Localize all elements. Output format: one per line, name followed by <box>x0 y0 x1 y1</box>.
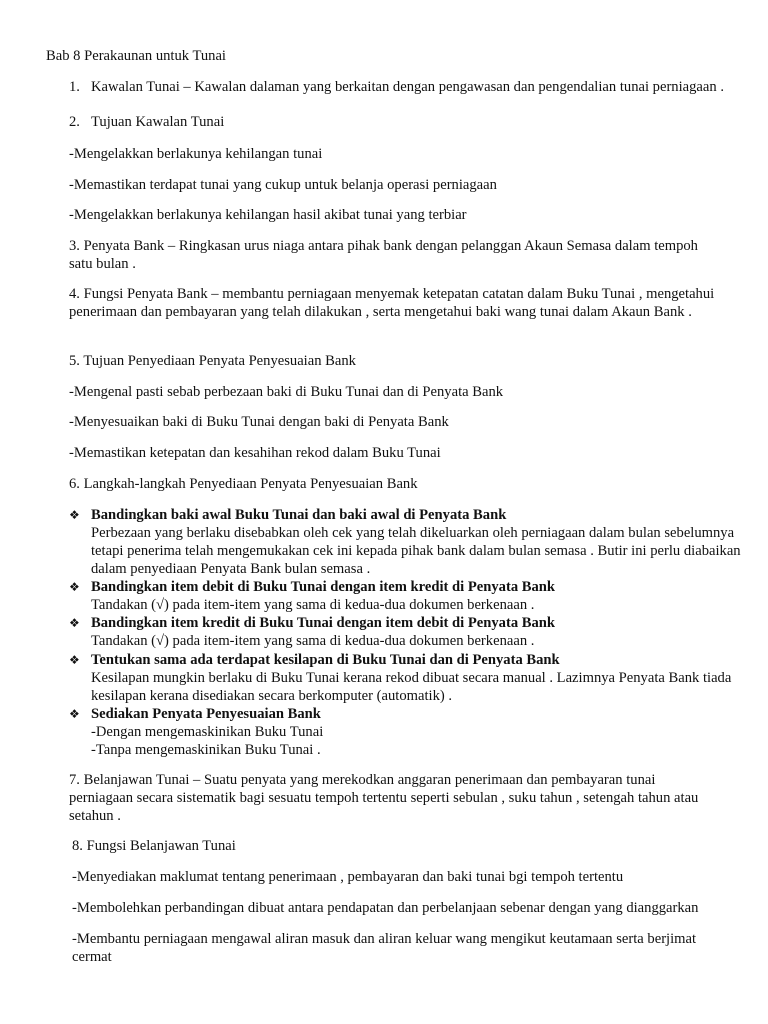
document-title: Bab 8 Perakaunan untuk Tunai <box>46 48 226 64</box>
bullet-item-4 <box>69 651 751 705</box>
bullet-line: -Tanpa mengemaskinikan Buku Tunai . <box>91 742 321 758</box>
bullet-item-1 <box>69 506 751 578</box>
bullet-line: -Dengan mengemaskinikan Buku Tunai <box>91 724 324 740</box>
bullet-heading: Tentukan sama ada terdapat kesilapan di Buku Tunai dan di Penyata Bank <box>91 652 560 668</box>
diamond-cross-bullet-icon: ❖ <box>69 508 80 522</box>
paragraph: -Membolehkan perbandingan dibuat antara pendapatan dan perbelanjaan sebenar dengan yang dianggarkan <box>72 900 699 916</box>
bullet-body: Perbezaan yang berlaku disebabkan oleh cek yang telah dikeluarkan oleh perniagaan dalam bulan sebelumnya tetapi penerima telah mengemukakan cek ini kepada pihak bank dalam bulan semasa . Butir ini perlu diabaikan dalam penyediaan Penyata Bank bulan semasa . <box>91 525 741 577</box>
paragraph: -Mengelakkan berlakunya kehilangan tunai <box>69 146 323 162</box>
paragraph: -Menyediakan maklumat tentang penerimaan , pembayaran dan baki tunai bgi tempoh tertentu <box>72 869 624 885</box>
paragraph: 4. Fungsi Penyata Bank – membantu perniagaan menyemak ketepatan catatan dalam Buku Tunai , mengetahui penerimaan dan pembayaran yang telah dilakukan , serta mengetahui baki wang tunai dalam Akaun Bank . <box>69 286 715 320</box>
paragraph: -Memastikan terdapat tunai yang cukup untuk belanja operasi perniagaan <box>69 177 497 193</box>
bullet-body: Tandakan (√) pada item-item yang sama di kedua-dua dokumen berkenaan . <box>91 597 535 613</box>
bullet-heading: Bandingkan item debit di Buku Tunai dengan item kredit di Penyata Bank <box>91 579 556 595</box>
diamond-cross-bullet-icon: ❖ <box>69 616 80 630</box>
item-text: Kawalan Tunai – Kawalan dalaman yang berkaitan dengan pengawasan dan pengendalian tunai perniagaan . <box>91 79 724 95</box>
paragraph: -Mengelakkan berlakunya kehilangan hasil akibat tunai yang terbiar <box>69 207 467 223</box>
paragraph: 5. Tujuan Penyediaan Penyata Penyesuaian Bank <box>69 353 356 369</box>
numbered-item-1 <box>69 78 731 96</box>
item-number: 1. <box>69 79 80 95</box>
paragraph: -Menyesuaikan baki di Buku Tunai dengan baki di Penyata Bank <box>69 414 449 430</box>
paragraph: 8. Fungsi Belanjawan Tunai <box>72 838 236 854</box>
bullet-item-3 <box>69 614 751 650</box>
paragraph: -Mengenal pasti sebab perbezaan baki di Buku Tunai dan di Penyata Bank <box>69 384 504 400</box>
diamond-cross-bullet-icon: ❖ <box>69 707 80 721</box>
bullet-item-5 <box>69 705 751 759</box>
numbered-item-2 <box>69 113 731 131</box>
paragraph: 7. Belanjawan Tunai – Suatu penyata yang merekodkan anggaran penerimaan dan pembayaran tunai perniagaan secara sistematik bagi sesuatu tempoh tertentu seperti sebulan , suku tahun , setengah tahun atau setahun . <box>69 772 699 824</box>
paragraph: -Memastikan ketepatan dan kesahihan rekod dalam Buku Tunai <box>69 445 441 461</box>
paragraph: -Membantu perniagaan mengawal aliran masuk dan aliran keluar wang mengikut keutamaan serta berjimat cermat <box>72 931 697 965</box>
bullet-body: Tandakan (√) pada item-item yang sama di kedua-dua dokumen berkenaan . <box>91 633 535 649</box>
bullet-heading: Bandingkan item kredit di Buku Tunai dengan item debit di Penyata Bank <box>91 615 556 631</box>
diamond-cross-bullet-icon: ❖ <box>69 653 80 667</box>
paragraph: 6. Langkah-langkah Penyediaan Penyata Penyesuaian Bank <box>69 476 418 492</box>
diamond-cross-bullet-icon: ❖ <box>69 580 80 594</box>
item-text: Tujuan Kawalan Tunai <box>91 114 225 130</box>
bullet-body: Kesilapan mungkin berlaku di Buku Tunai kerana rekod dibuat secara manual . Lazimnya Penyata Bank tiada kesilapan kerana disediakan secara berkomputer (automatik) . <box>91 670 732 704</box>
bullet-heading: Bandingkan baki awal Buku Tunai dan baki awal di Penyata Bank <box>91 507 507 523</box>
bullet-item-2 <box>69 578 751 614</box>
bullet-heading: Sediakan Penyata Penyesuaian Bank <box>91 706 321 722</box>
paragraph: 3. Penyata Bank – Ringkasan urus niaga antara pihak bank dengan pelanggan Akaun Semasa dalam tempoh satu bulan . <box>69 238 698 272</box>
item-number: 2. <box>69 114 80 130</box>
